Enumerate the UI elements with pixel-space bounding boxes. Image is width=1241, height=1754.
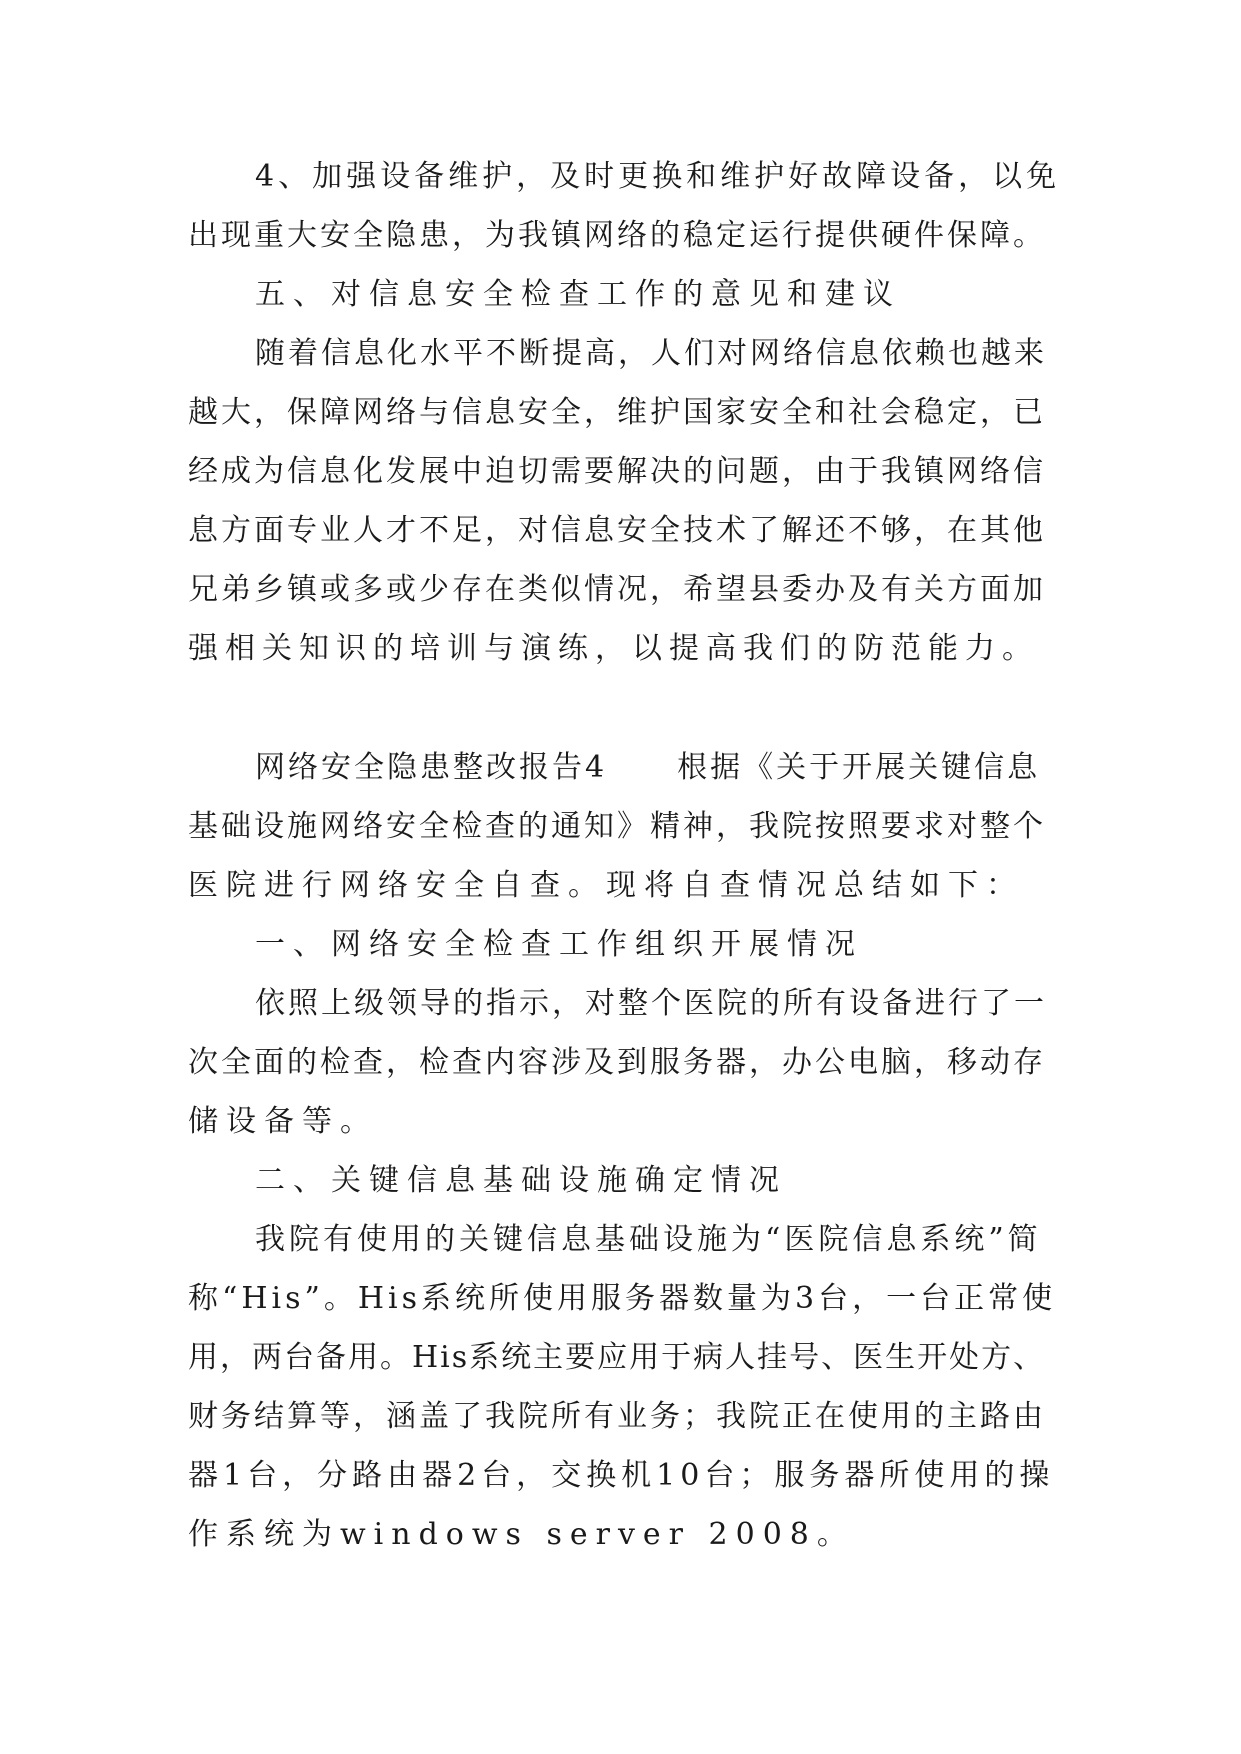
paragraph-text: 根据《关于开展关键信息 [677, 750, 1041, 785]
section-heading: 一、网络安全检查工作组织开展情况 [255, 927, 863, 962]
paragraph-line: 医院进行网络安全自查。现将自查情况总结如下： [188, 868, 1024, 903]
section-heading: 五、对信息安全检查工作的意见和建议 [255, 277, 901, 312]
paragraph-line: 兄弟乡镇或多或少存在类似情况，希望县委办及有关方面加 [188, 572, 1046, 607]
paragraph-line: 依照上级领导的指示，对整个医院的所有设备进行了一 [255, 986, 1047, 1021]
paragraph-line: 4、加强设备维护，及时更换和维护好故障设备，以免 [255, 159, 1061, 194]
paragraph-line: 出现重大安全隐患，为我镇网络的稳定运行提供硬件保障。 [188, 218, 1046, 253]
paragraph-line: 器1台，分路由器2台，交换机10台；服务器所使用的操 [188, 1458, 1055, 1493]
paragraph-line: 强相关知识的培训与演练，以提高我们的防范能力。 [188, 631, 1039, 666]
paragraph-line: 作系统为windows server 2008。 [188, 1517, 855, 1552]
paragraph-line: 基础设施网络安全检查的通知》精神，我院按照要求对整个 [188, 809, 1046, 844]
paragraph-line: 越大，保障网络与信息安全，维护国家安全和社会稳定，已 [188, 395, 1046, 430]
paragraph-line: 称“His”。His系统所使用服务器数量为3台，一台正常使 [188, 1281, 1057, 1316]
paragraph-line: 用，两台备用。His系统主要应用于病人挂号、医生开处方、 [188, 1340, 1046, 1375]
paragraph-line: 次全面的检查，检查内容涉及到服务器，办公电脑，移动存 [188, 1045, 1046, 1080]
paragraph-line: 我院有使用的关键信息基础设施为“医院信息系统”简 [255, 1222, 1042, 1257]
paragraph-line: 储设备等。 [188, 1104, 378, 1139]
section-heading: 二、关键信息基础设施确定情况 [255, 1163, 787, 1198]
paragraph-line: 经成为信息化发展中迫切需要解决的问题，由于我镇网络信 [188, 454, 1046, 489]
paragraph-line: 财务结算等，涵盖了我院所有业务；我院正在使用的主路由 [188, 1399, 1046, 1434]
paragraph-line: 随着信息化水平不断提高，人们对网络信息依赖也越来 [255, 336, 1047, 371]
report-title-line [255, 748, 1040, 788]
report-title: 网络安全隐患整改报告4 [255, 750, 608, 785]
paragraph-line: 息方面专业人才不足，对信息安全技术了解还不够，在其他 [188, 513, 1046, 548]
